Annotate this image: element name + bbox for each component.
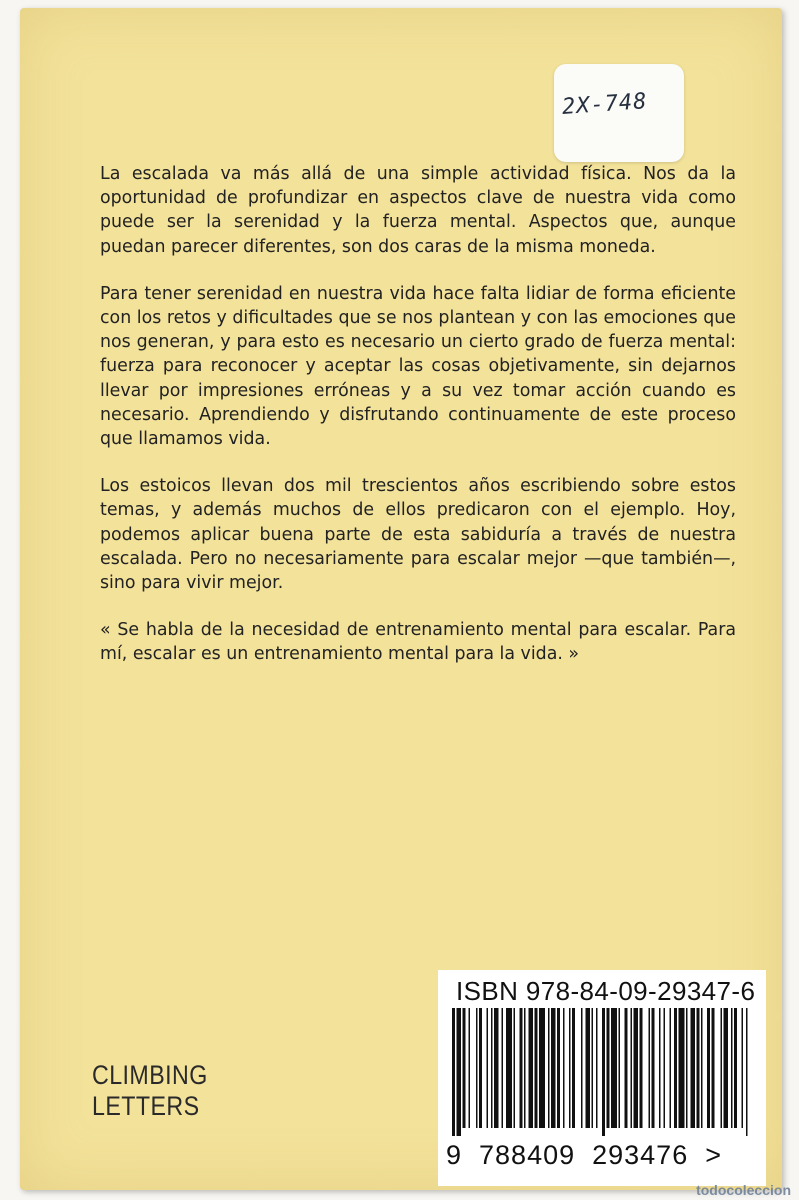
barcode-bar	[697, 1008, 700, 1128]
barcode-bar	[581, 1008, 583, 1128]
barcode-bar	[539, 1008, 545, 1128]
barcode-bar	[557, 1008, 560, 1128]
barcode-bar	[520, 1008, 523, 1128]
publisher-line2: LETTERS	[92, 1091, 200, 1121]
barcode-bar	[625, 1008, 628, 1128]
barcode-bar	[649, 1008, 651, 1128]
blurb-quote: « Se habla de la necesidad de entrenamiento mental para escalar. Para mí, escalar es un entrenamiento mental para la vida. »	[100, 620, 736, 665]
barcode-digits: 9 788409 293476 >	[446, 1140, 722, 1170]
barcode-bar	[563, 1008, 565, 1128]
barcode-bar	[487, 1008, 489, 1128]
barcode-bar	[569, 1008, 571, 1128]
isbn-label: ISBN 978-84-09-29347-6	[456, 976, 756, 1006]
barcode-bar	[686, 1008, 688, 1128]
barcode-bar	[652, 1008, 655, 1128]
barcode-bar	[634, 1008, 639, 1128]
barcode-bar	[592, 1008, 594, 1128]
barcode-bar	[742, 1008, 744, 1128]
barcode-bar	[611, 1008, 617, 1128]
barcode-bar	[734, 1008, 737, 1128]
barcode-bar	[691, 1008, 696, 1128]
barcode-bar	[524, 1008, 526, 1128]
barcode-bar	[535, 1008, 538, 1128]
barcode-bar	[548, 1008, 550, 1128]
barcode-bar	[724, 1008, 729, 1128]
barcode-bar	[586, 1008, 591, 1128]
barcode-bar	[602, 1008, 605, 1136]
barcode-bar	[631, 1008, 633, 1128]
barcode-bars	[452, 1008, 752, 1136]
barcode-bar	[457, 1008, 462, 1136]
barcode-bar	[619, 1008, 621, 1128]
publisher-logo	[92, 1060, 227, 1122]
barcode-bar	[463, 1008, 466, 1128]
barcode-bar	[707, 1008, 710, 1128]
barcode-bar	[476, 1008, 478, 1128]
publisher-line1: CLIMBING	[92, 1060, 208, 1090]
handwritten-code: 2X-748	[561, 89, 649, 120]
blurb-paragraph-3: Los estoicos llevan dos mil trescientos años escribiendo sobre estos temas, y además muchos de ellos predicaron con el ejemplo. Hoy, podemos aplicar buena parte de esta sabiduría a través de nuestra escalada. Pero no necesariamente para escalar mejor —que también—, sino para vivir mejor.	[100, 476, 736, 594]
blurb-paragraph-2: Para tener serenidad en nuestra vida hace falta lidiar de forma eficiente con los retos y dificultades que se nos plantean y con las emociones que nos generan, y para esto es necesario un cierto grado de fuerza mental: fuerza para reconocer y aceptar las cosas objetivamente, sin dejarnos llevar por impresiones erróneas y a su vez tomar acción cuando es necesario. Aprendiendo y disfrutando continuamente de este proceso que llamamos vida.	[100, 283, 736, 450]
barcode-bar	[491, 1008, 493, 1128]
barcode-bar	[551, 1008, 556, 1128]
barcode-bar	[701, 1008, 703, 1128]
barcode-bar	[506, 1008, 512, 1128]
barcode-bar	[572, 1008, 575, 1128]
barcode-bar	[731, 1008, 733, 1128]
barcode-bar	[746, 1008, 748, 1136]
barcode-bar	[514, 1008, 516, 1128]
blurb-text	[100, 162, 736, 690]
barcode-bar	[664, 1008, 666, 1128]
barcode-bar	[670, 1008, 672, 1128]
barcode-bar	[502, 1008, 504, 1128]
barcode-bar	[640, 1008, 643, 1128]
barcode-bar	[452, 1008, 455, 1136]
barcode-bar	[712, 1008, 715, 1128]
barcode-bar	[674, 1008, 677, 1128]
inventory-sticker	[554, 64, 684, 162]
barcode-bar	[607, 1008, 610, 1128]
barcode-area	[438, 970, 766, 1186]
blurb-paragraph-1: La escalada va más allá de una simple actividad física. Nos da la oportunidad de profundizar en aspectos clave de nuestra vida como puede ser la serenidad y la fuerza mental. Aspectos que, aunque puedan parecer diferentes, son dos caras de la misma moneda.	[100, 164, 736, 257]
watermark: todocoleccion	[696, 1182, 791, 1198]
barcode-bar	[679, 1008, 685, 1128]
barcode-bar	[479, 1008, 482, 1128]
barcode-bar	[659, 1008, 661, 1128]
barcode-bar	[469, 1008, 471, 1128]
barcode-bar	[494, 1008, 499, 1128]
barcode-bar	[529, 1008, 534, 1128]
barcode-bar	[721, 1008, 723, 1128]
barcode-bar	[596, 1008, 598, 1128]
